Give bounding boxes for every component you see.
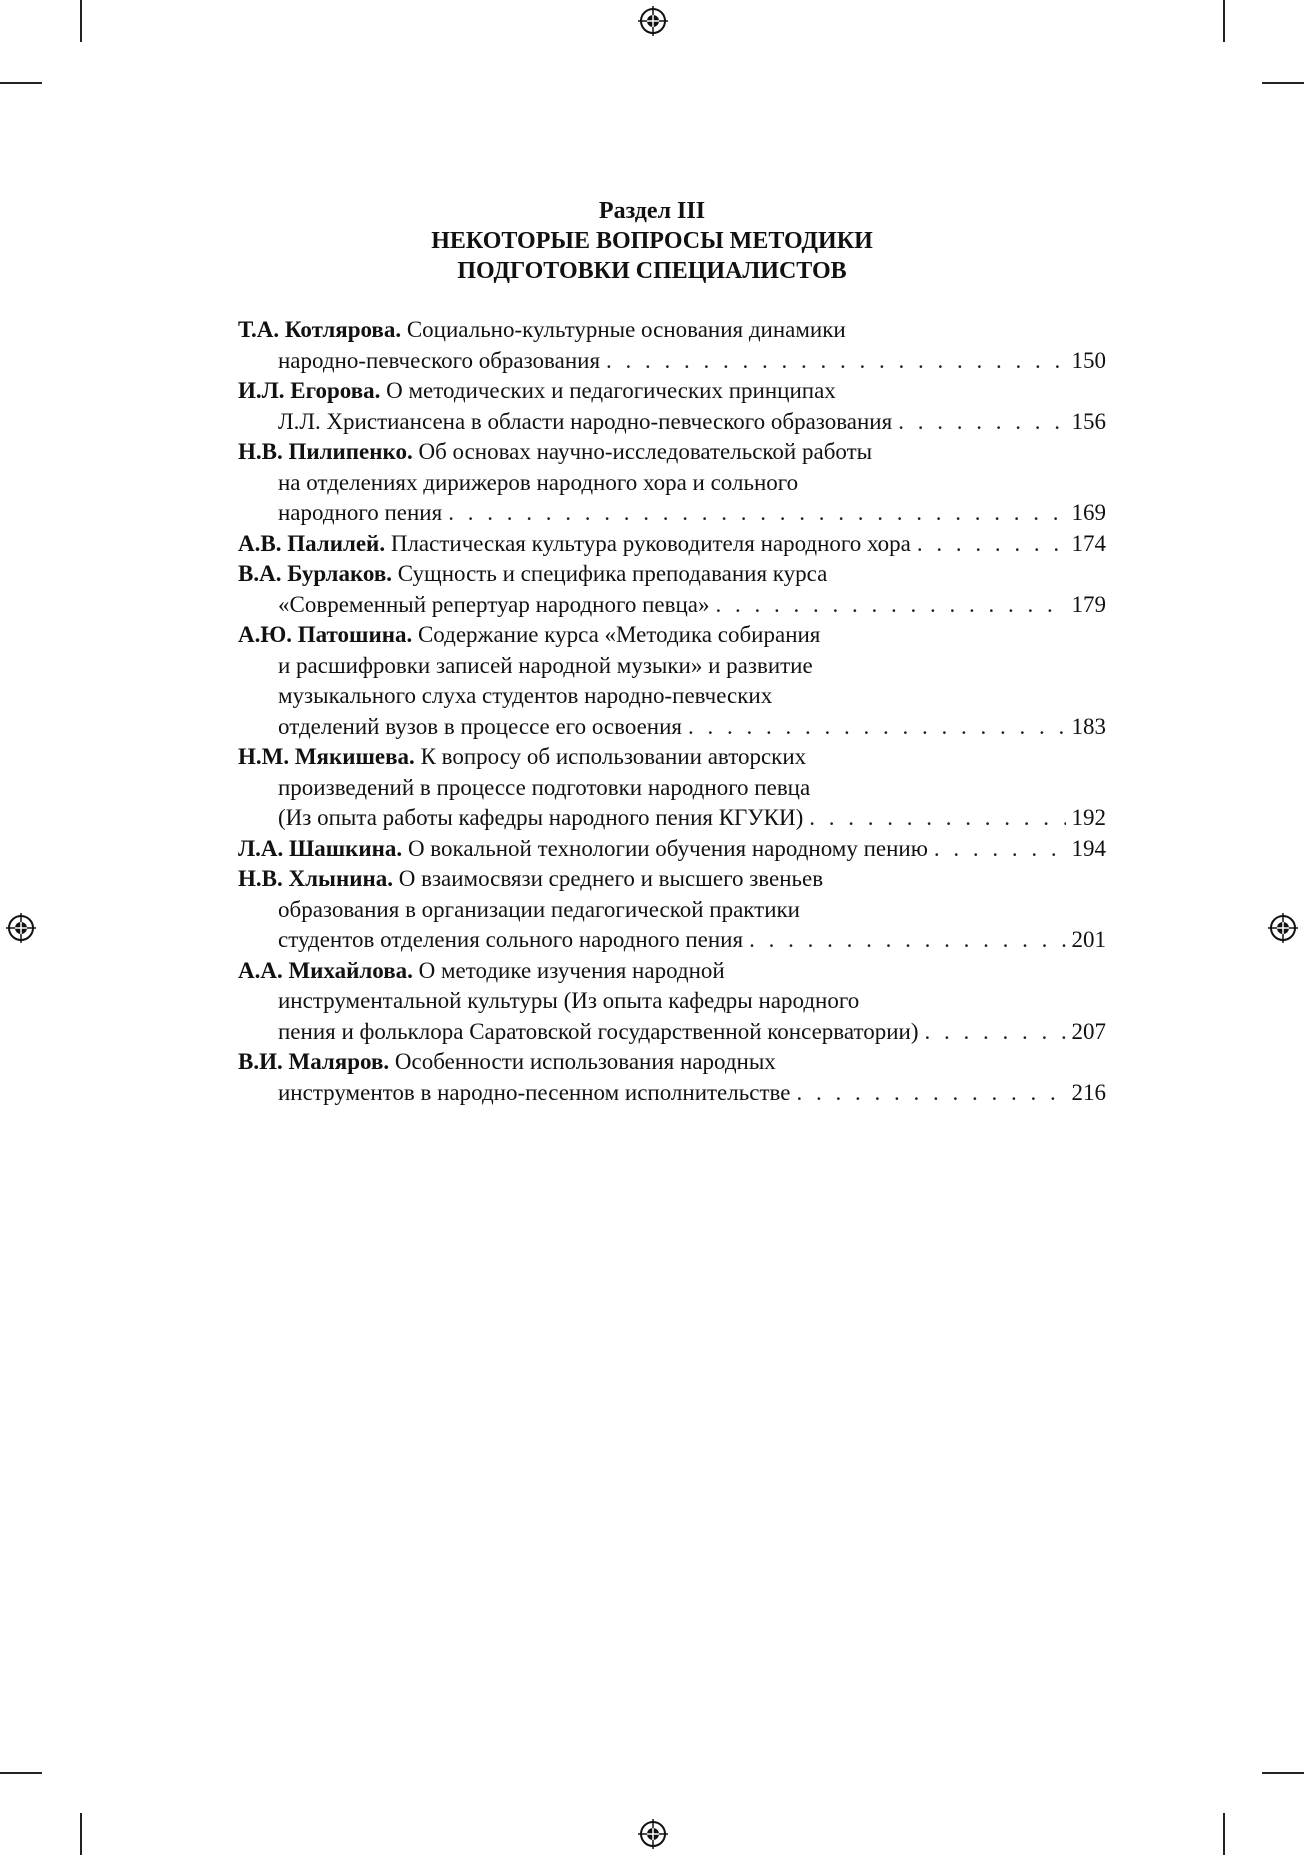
toc-entry-line — [238, 315, 1106, 346]
toc-entry-line — [238, 1047, 1106, 1078]
toc-entry-line — [238, 681, 1106, 712]
toc-title-text: «Современный репертуар народного певца» — [278, 591, 710, 617]
toc-entry — [238, 620, 1106, 742]
toc-leader-dots — [749, 925, 1065, 956]
toc-title-text: народно-певческого образования — [278, 347, 601, 373]
toc-author: Т.А. Котлярова. — [238, 317, 402, 342]
registration-mark-icon — [1268, 913, 1298, 943]
section-number: Раздел III — [598, 198, 706, 224]
toc-title-text: Пластическая культура руководителя народного хора — [390, 530, 911, 556]
toc-leader-dots — [809, 803, 1065, 834]
section-title-line-1: НЕКОТОРЫЕ ВОПРОСЫ МЕТОДИКИ — [431, 228, 873, 254]
toc-title-text: отделений вузов в процессе его освоения — [278, 713, 683, 739]
crop-mark-icon — [0, 1772, 42, 1774]
toc-entry — [238, 742, 1106, 834]
toc-title-text: инструментов в народно-песенном исполнительстве — [278, 1079, 791, 1105]
toc-title-text: О методике изучения народной — [418, 957, 725, 983]
toc-title-text: и расшифровки записей народной музыки» и развитие — [278, 652, 813, 678]
toc-page-number: 216 — [1071, 1079, 1106, 1105]
toc-entry-line — [238, 712, 1106, 743]
toc-page-number: 183 — [1071, 713, 1106, 739]
crop-mark-icon — [80, 0, 82, 42]
toc-entry-line — [238, 407, 1106, 438]
section-heading — [0, 196, 1304, 286]
toc-entry — [238, 956, 1106, 1048]
crop-mark-icon — [80, 1813, 82, 1855]
toc-title-text: пения и фольклора Саратовской государственной консерватории) — [278, 1018, 919, 1044]
toc-entry-line — [238, 1078, 1106, 1109]
toc-title-text: О взаимосвязи среднего и высшего звеньев — [398, 866, 824, 891]
toc-author: В.И. Маляров. — [238, 1049, 390, 1074]
toc-title-text: (Из опыта работы кафедры народного пения КГУКИ) — [278, 805, 804, 830]
toc-title-text: Л.Л. Христиансена в области народно-певческого образования — [278, 408, 893, 434]
toc-title-text: студентов отделения сольного народного пения — [278, 927, 744, 952]
toc-entry — [238, 559, 1106, 620]
toc-page-number: 174 — [1071, 530, 1106, 556]
crop-mark-icon — [1262, 82, 1304, 84]
toc-leader-dots — [917, 529, 1066, 560]
toc-author: А.Ю. Патошина. — [238, 622, 413, 647]
registration-mark-icon — [638, 6, 668, 36]
toc-entry-line — [238, 834, 1106, 865]
toc-page-number: 207 — [1071, 1018, 1106, 1044]
toc-leader-dots — [925, 1017, 1066, 1048]
toc-entry — [238, 864, 1106, 956]
toc-leader-dots — [448, 498, 1065, 529]
toc-title-text: произведений в процессе подготовки народного певца — [278, 774, 811, 800]
toc-title-text: инструментальной культуры (Из опыта кафедры народного — [278, 988, 860, 1013]
toc-entry-line — [238, 651, 1106, 682]
toc-page-number: 201 — [1071, 927, 1106, 952]
toc-entry-line — [238, 529, 1106, 560]
toc-entry-line — [238, 1017, 1106, 1048]
toc-leader-dots — [898, 407, 1065, 438]
toc-entry — [238, 376, 1106, 437]
toc-entry-line — [238, 986, 1106, 1017]
crop-mark-icon — [1223, 1813, 1225, 1855]
toc-author: Н.М. Мякишева. — [238, 744, 415, 769]
registration-mark-icon — [638, 1819, 668, 1849]
toc-leader-dots — [934, 834, 1066, 865]
toc-title-text: Сущность и специфика преподавания курса — [397, 561, 828, 586]
toc-title-text: К вопросу об использовании авторских — [420, 744, 807, 769]
toc-title-text: О методических и педагогических принципах — [386, 378, 836, 403]
toc-title-text: музыкального слуха студентов народно-певческих — [278, 683, 773, 708]
toc-entry-line — [238, 956, 1106, 987]
toc-title-text: Содержание курса «Методика собирания — [417, 622, 821, 647]
toc-entry-line — [238, 895, 1106, 926]
toc-author: А.В. Палилей. — [238, 530, 386, 556]
toc-author: А.А. Михайлова. — [238, 957, 413, 983]
toc-title-text: на отделениях дирижеров народного хора и сольного — [278, 469, 799, 495]
toc-page-number: 179 — [1071, 591, 1106, 617]
toc-entry — [238, 1047, 1106, 1108]
toc-entry-line — [238, 742, 1106, 773]
toc-entry-line — [238, 590, 1106, 621]
toc-leader-dots — [688, 712, 1065, 743]
toc-page-number: 156 — [1071, 408, 1106, 434]
registration-mark-icon — [6, 913, 36, 943]
toc-entry-line — [238, 773, 1106, 804]
crop-mark-icon — [1262, 1772, 1304, 1774]
toc-entry-line — [238, 468, 1106, 499]
toc-entry-line — [238, 803, 1106, 834]
toc-author: И.Л. Егорова. — [238, 378, 381, 403]
crop-mark-icon — [1223, 0, 1225, 42]
toc-entry-line — [238, 620, 1106, 651]
toc-entry — [238, 315, 1106, 376]
toc-page-number: 194 — [1071, 835, 1106, 861]
toc-author: Н.В. Пилипенко. — [238, 439, 413, 464]
toc-entry-line — [238, 925, 1106, 956]
toc-author: Л.А. Шашкина. — [238, 835, 403, 861]
toc-author: Н.В. Хлынина. — [238, 866, 393, 891]
toc-entry — [238, 529, 1106, 560]
toc-author: В.А. Бурлаков. — [238, 561, 393, 586]
crop-mark-icon — [0, 82, 42, 84]
toc-entry-line — [238, 437, 1106, 468]
toc-entry-line — [238, 559, 1106, 590]
toc-leader-dots — [796, 1078, 1065, 1109]
toc-entry — [238, 834, 1106, 865]
toc-title-text: Об основах научно-исследовательской работы — [418, 439, 873, 464]
toc-page-number: 192 — [1071, 805, 1106, 830]
toc-title-text: народного пения — [278, 500, 443, 525]
toc-title-text: О вокальной технологии обучения народному пению — [407, 835, 928, 861]
toc-title-text: Социально-культурные основания динамики — [406, 317, 846, 342]
toc-entry-line — [238, 498, 1106, 529]
table-of-contents — [238, 315, 1106, 1108]
toc-page-number: 169 — [1071, 500, 1106, 525]
toc-title-text: образования в организации педагогической практики — [278, 896, 800, 922]
toc-entry-line — [238, 864, 1106, 895]
section-title-line-2: ПОДГОТОВКИ СПЕЦИАЛИСТОВ — [457, 258, 847, 284]
toc-leader-dots — [606, 346, 1065, 377]
toc-entry-line — [238, 376, 1106, 407]
toc-entry — [238, 437, 1106, 529]
toc-entry-line — [238, 346, 1106, 377]
toc-leader-dots — [716, 590, 1066, 621]
toc-title-text: Особенности использования народных — [394, 1049, 776, 1074]
toc-page-number: 150 — [1071, 347, 1106, 373]
